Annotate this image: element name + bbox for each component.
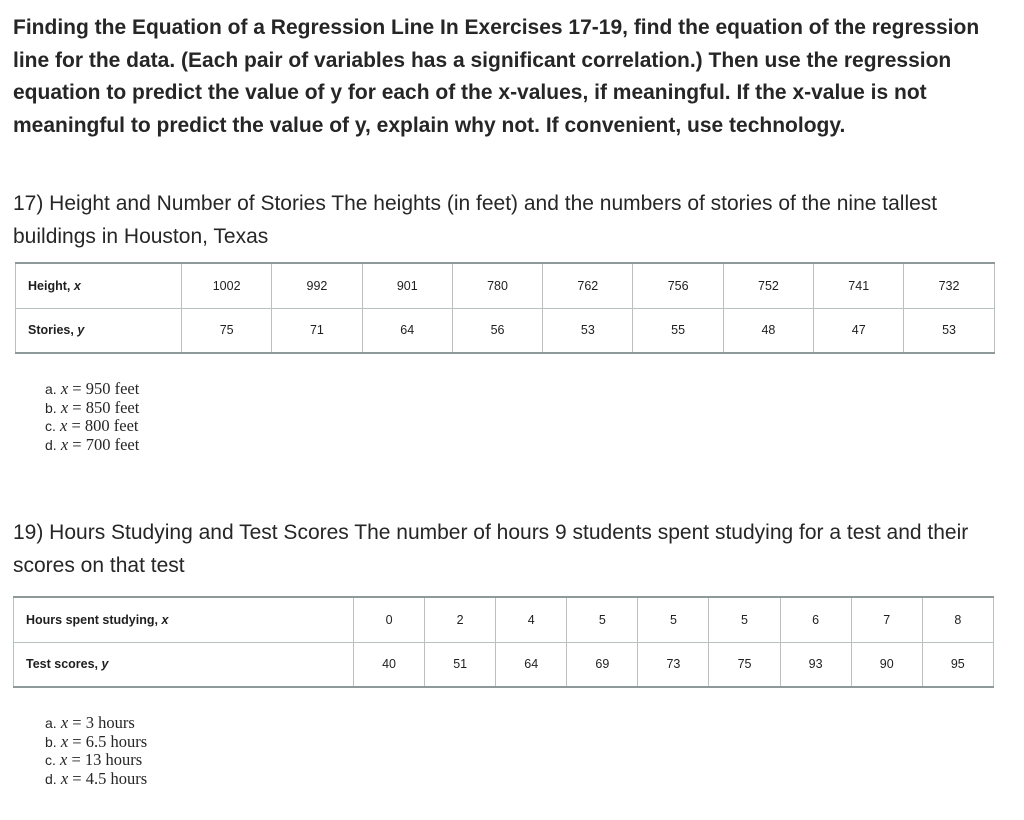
table-cell: 8: [922, 597, 993, 642]
table-cell: 901: [362, 263, 452, 308]
table-cell: 741: [814, 263, 904, 308]
table-cell: 47: [814, 308, 904, 353]
table-row-hours: [14, 597, 994, 642]
part-item: a. x = 3 hours: [45, 713, 135, 732]
part-item: c. x = 13 hours: [45, 750, 143, 769]
table-row-stories: [16, 308, 995, 353]
table-cell: 756: [633, 263, 723, 308]
table-cell: 2: [425, 597, 496, 642]
problem-19-title: 19) Hours Studying and Test Scores The number of hours 9 students spent studying for a test and their scores on that test: [13, 521, 969, 577]
row-header-height: Height, x: [16, 263, 182, 308]
table-cell: 4: [496, 597, 567, 642]
table-cell: 48: [723, 308, 813, 353]
table-cell: 90: [851, 642, 922, 687]
table-cell: 64: [496, 642, 567, 687]
problem-17-title: 17) Height and Number of Stories The heights (in feet) and the numbers of stories of the nine tallest buildings in Houston, Texas: [13, 192, 938, 248]
table-cell: 69: [567, 642, 638, 687]
table-cell: 5: [709, 597, 780, 642]
table-cell: 56: [452, 308, 542, 353]
table-cell: 64: [362, 308, 452, 353]
problem-17-parts: [45, 380, 139, 454]
table-cell: 752: [723, 263, 813, 308]
table-cell: 780: [452, 263, 542, 308]
table-cell: 53: [543, 308, 633, 353]
instructions-heading: Finding the Equation of a Regression Line In Exercises 17-19, find the equation of the regression line for the data. (Each pair of variables has a significant correlation.) Then use the regression equation to predict the value of y for each of the x-values, if meaningful. If the x-value is not meaningful to predict the value of y, explain why not. If convenient, use technology.: [13, 16, 980, 138]
table-cell: 732: [904, 263, 994, 308]
row-header-stories: Stories, y: [16, 308, 182, 353]
row-header-hours: Hours spent studying, x: [14, 597, 354, 642]
table-cell: 5: [638, 597, 709, 642]
table-cell: 55: [633, 308, 723, 353]
problem-17-table: [15, 262, 995, 354]
table-cell: 992: [272, 263, 362, 308]
table-cell: 1002: [182, 263, 272, 308]
table-cell: 5: [567, 597, 638, 642]
problem-19-parts: [45, 714, 147, 788]
table-cell: 95: [922, 642, 993, 687]
table-cell: 0: [354, 597, 425, 642]
part-item: a. x = 950 feet: [45, 379, 140, 398]
row-header-scores: Test scores, y: [14, 642, 354, 687]
table-cell: 762: [543, 263, 633, 308]
part-item: c. x = 800 feet: [45, 416, 139, 435]
table-cell: 51: [425, 642, 496, 687]
table-cell: 93: [780, 642, 851, 687]
part-item: b. x = 850 feet: [45, 397, 140, 417]
part-item: b. x = 6.5 hours: [45, 731, 148, 751]
table-row-height: [16, 263, 995, 308]
table-cell: 7: [851, 597, 922, 642]
table-cell: 71: [272, 308, 362, 353]
table-row-scores: [14, 642, 994, 687]
problem-19-table: [13, 596, 994, 688]
table-cell: 6: [780, 597, 851, 642]
part-item: d. x = 700 feet: [45, 434, 140, 454]
table-cell: 75: [709, 642, 780, 687]
table-cell: 40: [354, 642, 425, 687]
table-cell: 73: [638, 642, 709, 687]
part-item: d. x = 4.5 hours: [45, 768, 148, 788]
table-cell: 75: [182, 308, 272, 353]
table-cell: 53: [904, 308, 994, 353]
